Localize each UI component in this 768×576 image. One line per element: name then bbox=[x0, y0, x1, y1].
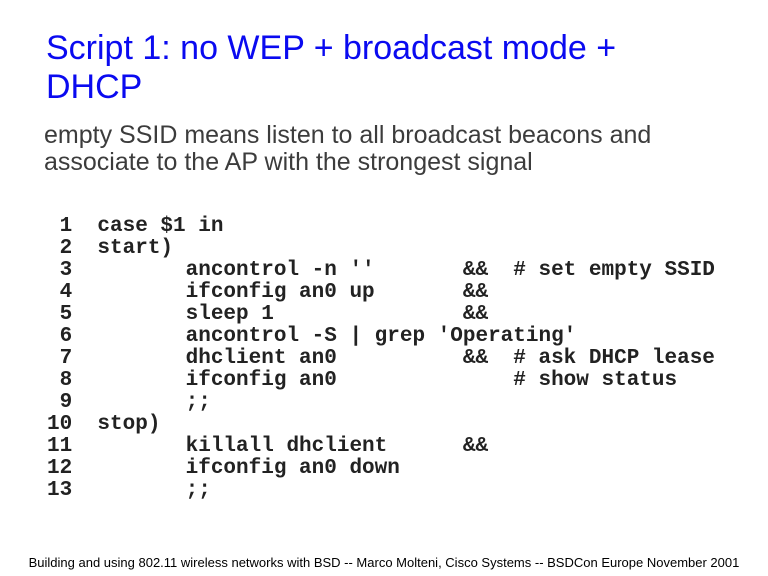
code-line: 7 dhclient an0 && # ask DHCP lease bbox=[47, 347, 715, 370]
slide-title bbox=[46, 29, 616, 107]
code-line: 2 start) bbox=[47, 237, 174, 260]
title-line-1: Script 1: no WEP + broadcast mode + bbox=[46, 29, 617, 67]
code-block bbox=[47, 216, 715, 502]
code-line: 9 ;; bbox=[47, 391, 211, 414]
code-line: 5 sleep 1 && bbox=[47, 303, 489, 326]
code-line: 12 ifconfig an0 down bbox=[47, 457, 400, 480]
code-line: 3 ancontrol -n '' && # set empty SSID bbox=[47, 259, 715, 282]
slide-subtitle bbox=[44, 122, 651, 176]
title-line-2: DHCP bbox=[46, 68, 143, 106]
code-line: 6 ancontrol -S | grep 'Operating' bbox=[47, 325, 577, 348]
code-line: 8 ifconfig an0 # show status bbox=[47, 369, 678, 392]
code-line: 13 ;; bbox=[47, 479, 211, 502]
code-line: 11 killall dhclient && bbox=[47, 435, 489, 458]
code-line: 10 stop) bbox=[47, 413, 161, 436]
code-line: 4 ifconfig an0 up && bbox=[47, 281, 489, 304]
subtitle-line-1: empty SSID means listen to all broadcast beacons and bbox=[44, 121, 652, 149]
slide-footer: Building and using 802.11 wireless networks with BSD -- Marco Molteni, Cisco Systems -- BSDCon Europe November 2001 bbox=[28, 555, 740, 570]
code-line: 1 case $1 in bbox=[47, 215, 224, 238]
subtitle-line-2: associate to the AP with the strongest signal bbox=[44, 148, 533, 176]
